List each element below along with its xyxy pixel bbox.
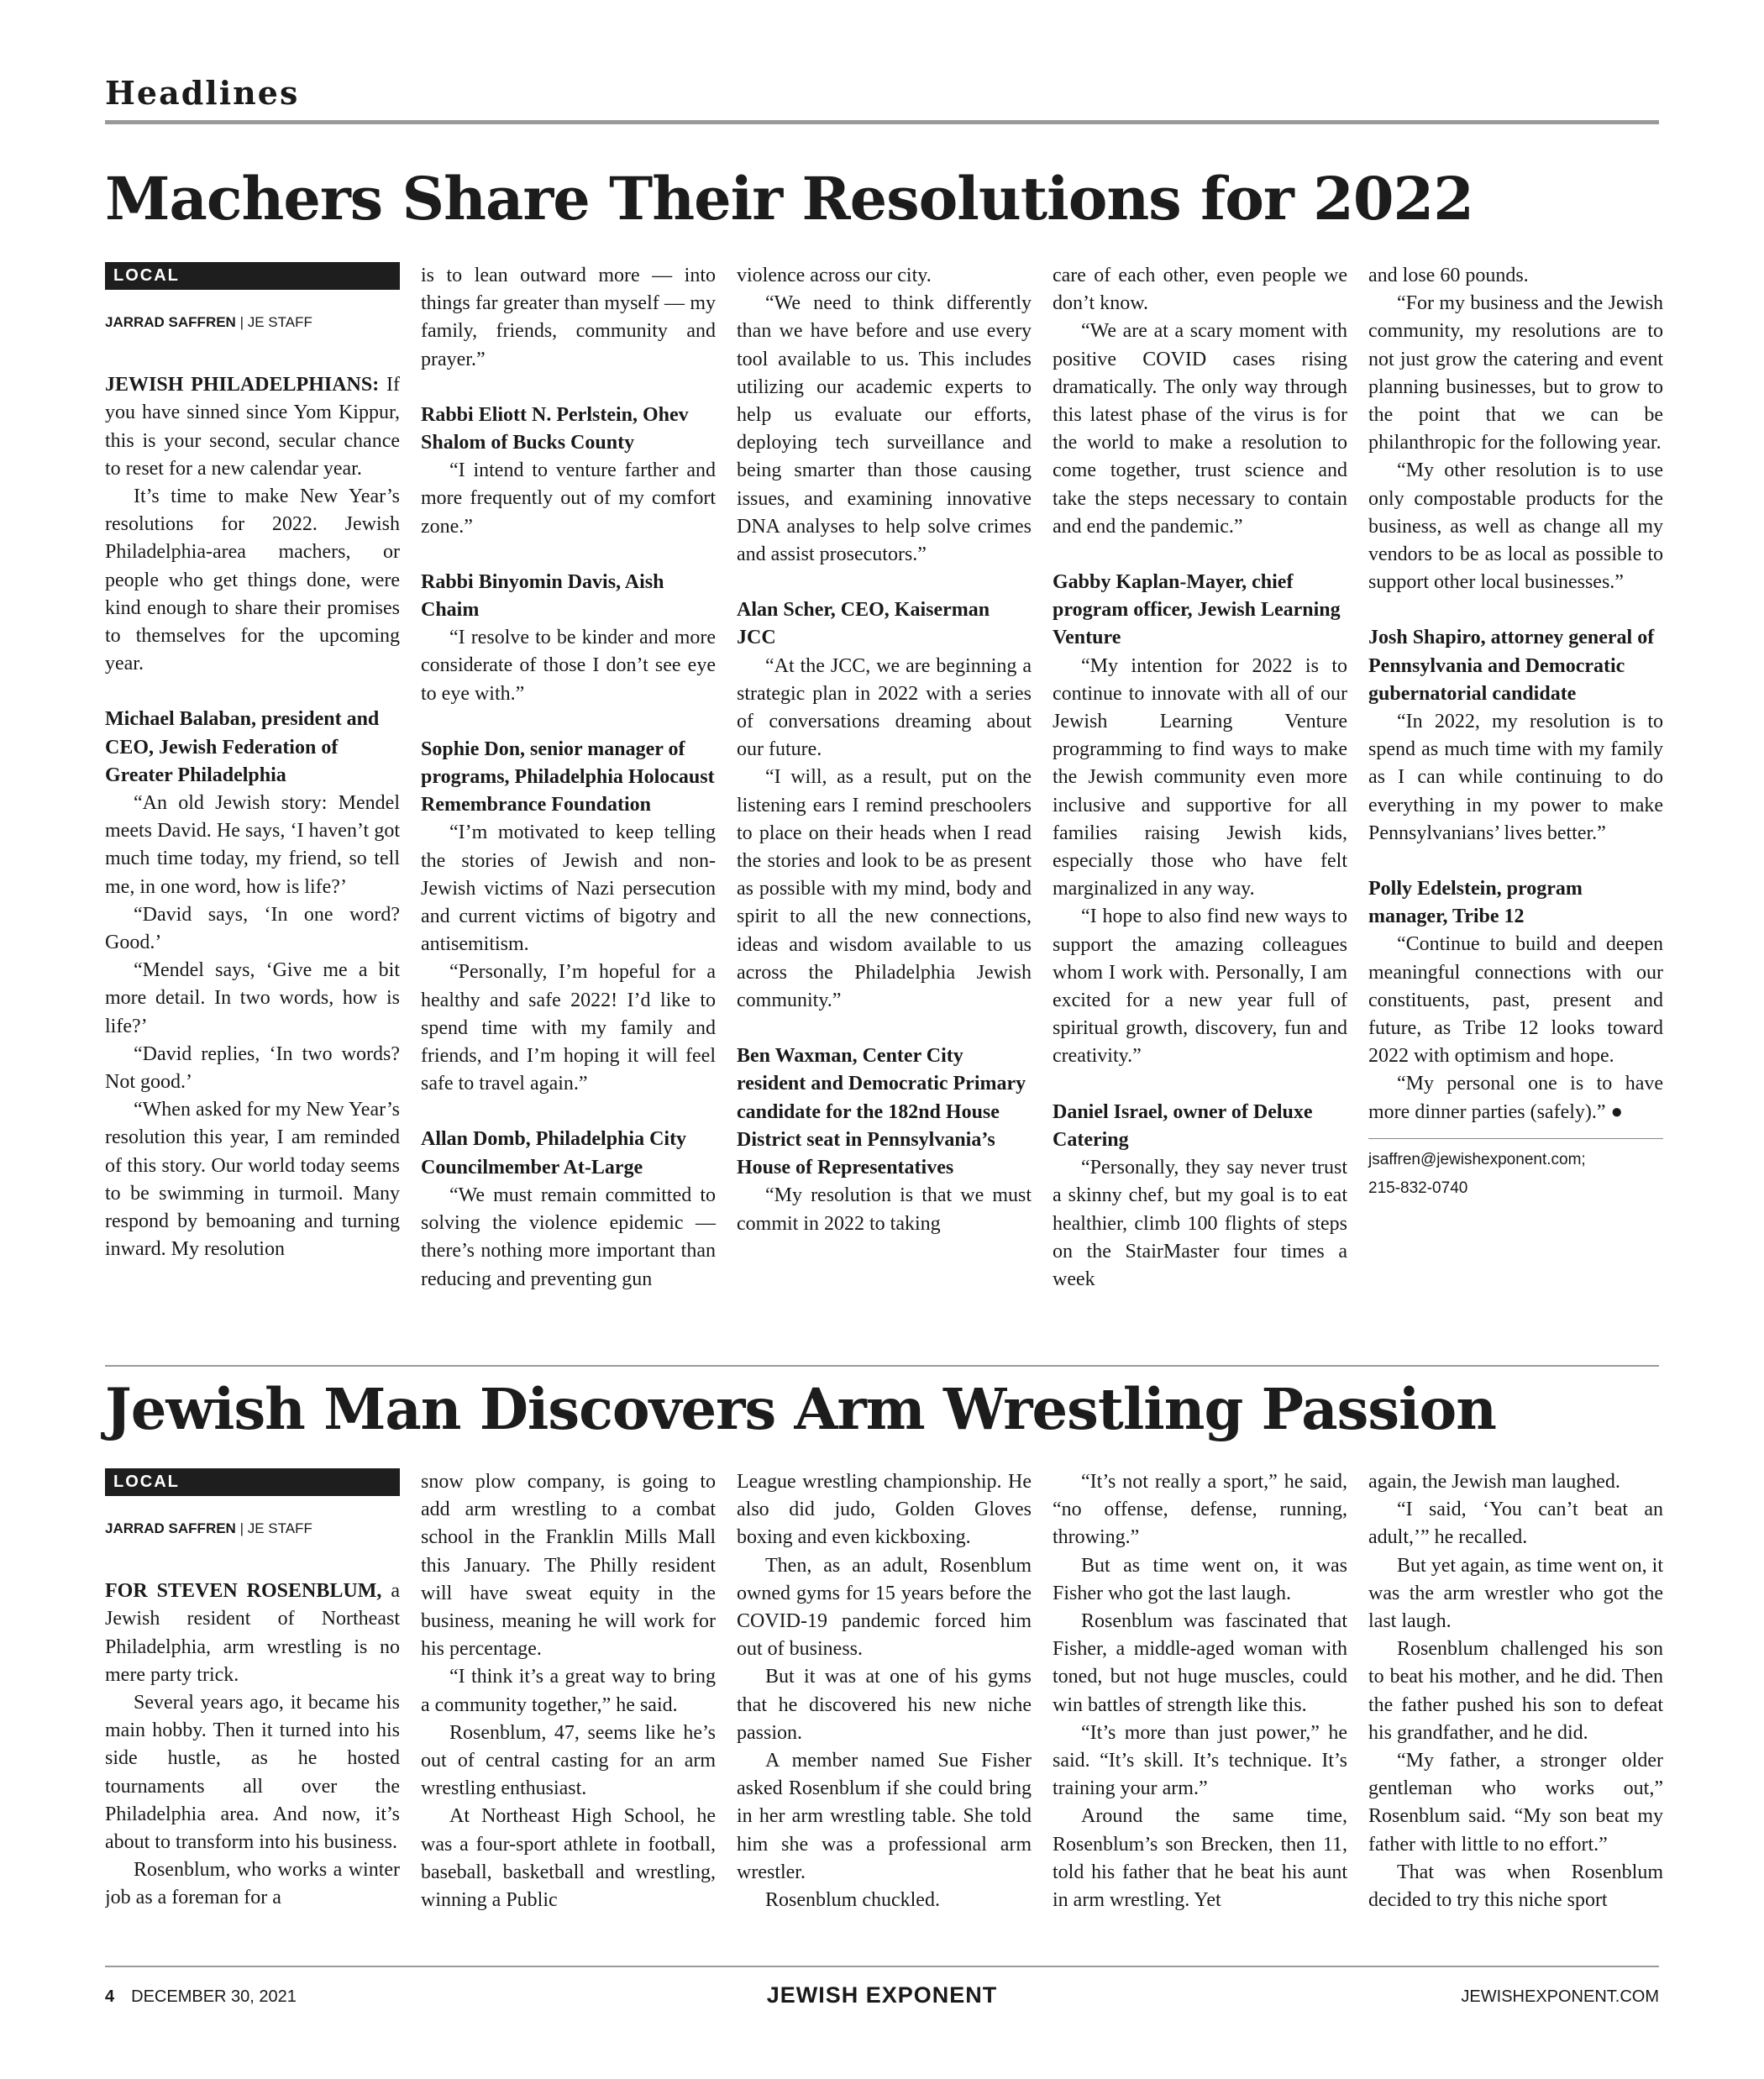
- paragraph: “My father, a stronger older gentleman who works out,” Rosenblum said. “My son beat my father with little to no effort.”: [1368, 1750, 1663, 1856]
- website: JEWISHEXPONENT.COM: [1461, 1987, 1659, 2006]
- paragraph: A member named Sue Fisher asked Rosenblum if she could bring in her arm wrestling table. She told him she was a professional arm wrestler.: [737, 1750, 1032, 1883]
- paragraph: “I think it’s a great way to bring a community together,” he said.: [421, 1666, 716, 1716]
- paragraph: “It’s more than just power,” he said. “It’s skill. It’s technique. It’s training your arm.”: [1053, 1721, 1347, 1800]
- paragraph: But yet again, as time went on, it was the arm wrestler who got the last laugh.: [1368, 1554, 1663, 1633]
- quote-paragraph: “My other resolution is to use only compostable products for the business, as well as change all my vendors to be as local as possible to support other local businesses.”: [1368, 459, 1663, 594]
- paragraph: Rosenblum was fascinated that Fisher, a middle-aged woman with toned, but not huge muscles, could win battles of strength like this.: [1053, 1610, 1347, 1716]
- quote-paragraph-cont: care of each other, even people we don’t know.: [1053, 265, 1347, 315]
- contact-phone: 215-832-0740: [1368, 1179, 1468, 1197]
- quote-paragraph: “David says, ‘In one word? Good.’: [105, 903, 400, 954]
- article2-col-1: [105, 1468, 400, 1945]
- quote-paragraph: “Continue to build and deepen meaningful connections with our constituents, past, present and future, as Tribe 12 looks toward 2022 with optimism and hope.: [1368, 933, 1663, 1068]
- local-tag: LOCAL: [105, 1468, 400, 1496]
- byline-name: JARRAD SAFFREN: [105, 314, 236, 330]
- byline: [105, 1515, 400, 1542]
- speaker-name: Rabbi Binyomin Davis, Aish Chaim: [421, 570, 664, 622]
- article1-col-4: [1053, 262, 1347, 1358]
- byline-name: JARRAD SAFFREN: [105, 1520, 236, 1536]
- speaker-name: Ben Waxman, Center City resident and Democratic Primary candidate for the 182nd House District seat in Pennsylvania’s House of Representatives: [737, 1045, 1026, 1179]
- speaker-name: Alan Scher, CEO, Kaiserman JCC: [737, 599, 990, 649]
- kicker: JEWISH PHILADELPHIANS:: [105, 374, 380, 396]
- byline: [105, 308, 400, 336]
- quote-paragraph: “Personally, I’m hopeful for a healthy and safe 2022! I’d like to spend time with my family and friends, and I’m hoping it will feel safe to travel again.”: [421, 961, 716, 1095]
- speaker-name: Rabbi Eliott N. Perlstein, Ohev Shalom of Bucks County: [421, 403, 689, 454]
- quote-paragraph: “In 2022, my resolution is to spend as much time with my family as I can while continuing to do everything in my power to make Pennsylvanians’ lives better.”: [1368, 711, 1663, 844]
- speaker-name: Josh Shapiro, attorney general of Pennsylvania and Democratic gubernatorial candidate: [1368, 627, 1655, 705]
- section-rule: [105, 120, 1659, 124]
- paragraph: Around the same time, Rosenblum’s son Brecken, then 11, told his father that he beat his aunt in arm wrestling. Yet: [1053, 1805, 1347, 1912]
- page-footer: [105, 1982, 1659, 2016]
- article1-body: [105, 262, 1663, 1358]
- paragraph-cont: snow plow company, is going to add arm wrestling to a combat school in the Franklin Mills Mall this January. The Philly resident will have sweat equity in the business, meaning he will work for his percentage.: [421, 1471, 716, 1661]
- quote-paragraph-cont: is to lean outward more — into things far greater than myself — my family, friends, community and prayer.”: [421, 265, 716, 370]
- quote-paragraph: “At the JCC, we are beginning a strategic plan in 2022 with a series of conversations dreaming about our future.: [737, 654, 1032, 761]
- paragraph: At Northeast High School, he was a four-sport athlete in football, baseball, basketball and wrestling, winning a Public: [421, 1805, 716, 1912]
- quote-paragraph: “I intend to venture farther and more frequently out of my comfort zone.”: [421, 459, 716, 538]
- quote-paragraph: “Mendel says, ‘Give me a bit more detail. In two words, how is life?’: [105, 959, 400, 1037]
- quote-paragraph: “My intention for 2022 is to continue to innovate with all of our Jewish Learning Venture programming to find ways to make the Jewish community even more inclusive and supportive for all families raising Jewish kids, especially those who have felt marginalized in any way.: [1053, 654, 1347, 900]
- contact-info: [1368, 1138, 1663, 1203]
- article2-col-4: [1053, 1468, 1347, 1945]
- quote-paragraph-cont: violence across our city.: [737, 265, 932, 286]
- article2-body: [105, 1468, 1663, 1945]
- paragraph: “It’s not really a sport,” he said, “no offense, defense, running, throwing.”: [1053, 1471, 1347, 1549]
- quote-paragraph-cont: and lose 60 pounds.: [1368, 265, 1529, 286]
- paragraph: Then, as an adult, Rosenblum owned gyms for 15 years before the COVID-19 pandemic forced him out of business.: [737, 1554, 1032, 1661]
- article1-col-5: [1368, 262, 1663, 1358]
- speaker-name: Daniel Israel, owner of Deluxe Catering: [1053, 1100, 1313, 1151]
- speaker-name: Gabby Kaplan-Mayer, chief program officer, Jewish Learning Venture: [1053, 571, 1341, 649]
- paragraph: Rosenblum chuckled.: [765, 1889, 940, 1912]
- paragraph: Rosenblum, who works a winter job as a foreman for a: [105, 1859, 400, 1909]
- paragraph: Rosenblum, 47, seems like he’s out of central casting for an arm wrestling enthusiast.: [421, 1721, 716, 1800]
- paragraph-cont: again, the Jewish man laughed.: [1368, 1471, 1620, 1493]
- article2-col-2: [421, 1468, 716, 1945]
- speaker-name: Sophie Don, senior manager of programs, Philadelphia Holocaust Remembrance Foundation: [421, 738, 715, 816]
- paragraph-cont: League wrestling championship. He also did judo, Golden Gloves boxing and even kickboxing.: [737, 1471, 1032, 1549]
- quote-paragraph: “David replies, ‘In two words? Not good.’: [105, 1042, 400, 1094]
- intro-text: a Jewish resident of Northeast Philadelphia, arm wrestling is no mere party trick.: [105, 1580, 400, 1686]
- article2-headline: Jewish Man Discovers Arm Wrestling Passion: [105, 1376, 1496, 1442]
- intro-text: If you have sinned since Yom Kippur, this is your second, secular chance to reset for a new calendar year.: [105, 374, 400, 480]
- contact-email: jsaffren@jewishexponent.com;: [1368, 1150, 1586, 1168]
- quote-paragraph: “Personally, they say never trust a skinny chef, but my goal is to eat healthier, climb 100 flights of steps on the StairMaster four times a week: [1053, 1157, 1347, 1290]
- quote-paragraph: “We must remain committed to solving the violence epidemic — there’s nothing more important than reducing and preventing gun: [421, 1184, 716, 1290]
- quote-paragraph: “We are at a scary moment with positive COVID cases rising dramatically. The only way through this latest phase of the virus is for the world to make a resolution to come together, trust science and take the steps necessary to contain and end the pandemic.”: [1053, 320, 1347, 538]
- kicker: FOR STEVEN ROSENBLUM,: [105, 1580, 382, 1603]
- paragraph: But it was at one of his gyms that he discovered his new niche passion.: [737, 1666, 1032, 1744]
- local-tag: LOCAL: [105, 262, 400, 290]
- paragraph: But as time went on, it was Fisher who got the last laugh.: [1053, 1554, 1347, 1604]
- article-divider: [105, 1365, 1659, 1367]
- paragraph: That was when Rosenblum decided to try this niche sport: [1368, 1861, 1663, 1912]
- paragraph: Several years ago, it became his main hobby. Then it turned into his side hustle, as he hosted tournaments all over the Philadelphia area. And now, it’s about to transform into his business.: [105, 1692, 400, 1854]
- publication-name: JEWISH EXPONENT: [766, 1982, 998, 2008]
- quote-paragraph: “My resolution is that we must commit in 2022 to taking: [737, 1184, 1032, 1235]
- paragraph: “I said, ‘You can’t beat an adult,’” he recalled.: [1368, 1499, 1663, 1549]
- quote-paragraph: “For my business and the Jewish community, my resolutions are to not just grow the catering and event planning businesses, but to grow to the point that we can be philanthropic for the following year.: [1368, 292, 1663, 454]
- speaker-name: Polly Edelstein, program manager, Tribe 12: [1368, 878, 1583, 928]
- quote-paragraph: “We need to think differently than we have before and use every tool available to us. This includes utilizing our academic experts to help us evaluate our efforts, deploying tech surveillance and being smarter than those causing issues, and examining innovative DNA analyses to help solve crimes and assist prosecutors.”: [737, 292, 1032, 566]
- quote-paragraph: “I resolve to be kinder and more considerate of those I don’t see eye to eye with.”: [421, 627, 716, 705]
- section-label: Headlines: [105, 74, 300, 112]
- footer-rule: [105, 1966, 1659, 1967]
- page-number: 4: [105, 1987, 115, 2006]
- paragraph: It’s time to make New Year’s resolutions for 2022. Jewish Philadelphia-area machers, or people who get things done, were kind enough to share their promises to themselves for the upcoming year.: [105, 486, 400, 675]
- quote-paragraph: “I will, as a result, put on the listening ears I remind preschoolers to place on their heads when I read the stories and look to be as present as possible with my mind, body and spirit to all the new connections, ideas and wisdom available to us across the Philadelphia Jewish community.”: [737, 766, 1032, 1012]
- byline-org: | JE STAFF: [239, 314, 312, 330]
- article2-col-3: [737, 1468, 1032, 1945]
- quote-paragraph: “An old Jewish story: Mendel meets David. He says, ‘I haven’t got much time today, my friend, so tell me, in one word, how is life?’: [105, 792, 400, 898]
- quote-paragraph: “My personal one is to have more dinner parties (safely).” ●: [1368, 1073, 1663, 1123]
- article1-col-1: [105, 262, 400, 1358]
- quote-paragraph: “When asked for my New Year’s resolution this year, I am reminded of this story. Our world today seems to be swimming in turmoil. Many respond by bemoaning and turning inward. My resolution: [105, 1099, 400, 1261]
- intro-paragraph: [105, 1578, 400, 1689]
- article2-col-5: [1368, 1468, 1663, 1945]
- speaker-name: Allan Domb, Philadelphia City Councilmember At-Large: [421, 1128, 687, 1179]
- issue-date: DECEMBER 30, 2021: [131, 1987, 297, 2006]
- article1-col-3: [737, 262, 1032, 1358]
- quote-paragraph: “I hope to also find new ways to support the amazing colleagues whom I work with. Personally, I am excited for a new year full of spiritual growth, discovery, fun and creativity.”: [1053, 906, 1347, 1068]
- article1-headline: Machers Share Their Resolutions for 2022: [105, 164, 1473, 234]
- quote-paragraph: “I’m motivated to keep telling the stories of Jewish and non-Jewish victims of Nazi persecution and current victims of bigotry and antisemitism.: [421, 822, 716, 956]
- paragraph: Rosenblum challenged his son to beat his mother, and he did. Then the father pushed his son to defeat his grandfather, and he did.: [1368, 1638, 1663, 1744]
- article1-col-2: [421, 262, 716, 1358]
- intro-paragraph: [105, 371, 400, 483]
- byline-org: | JE STAFF: [239, 1520, 312, 1536]
- speaker-name: Michael Balaban, president and CEO, Jewish Federation of Greater Philadelphia: [105, 708, 380, 786]
